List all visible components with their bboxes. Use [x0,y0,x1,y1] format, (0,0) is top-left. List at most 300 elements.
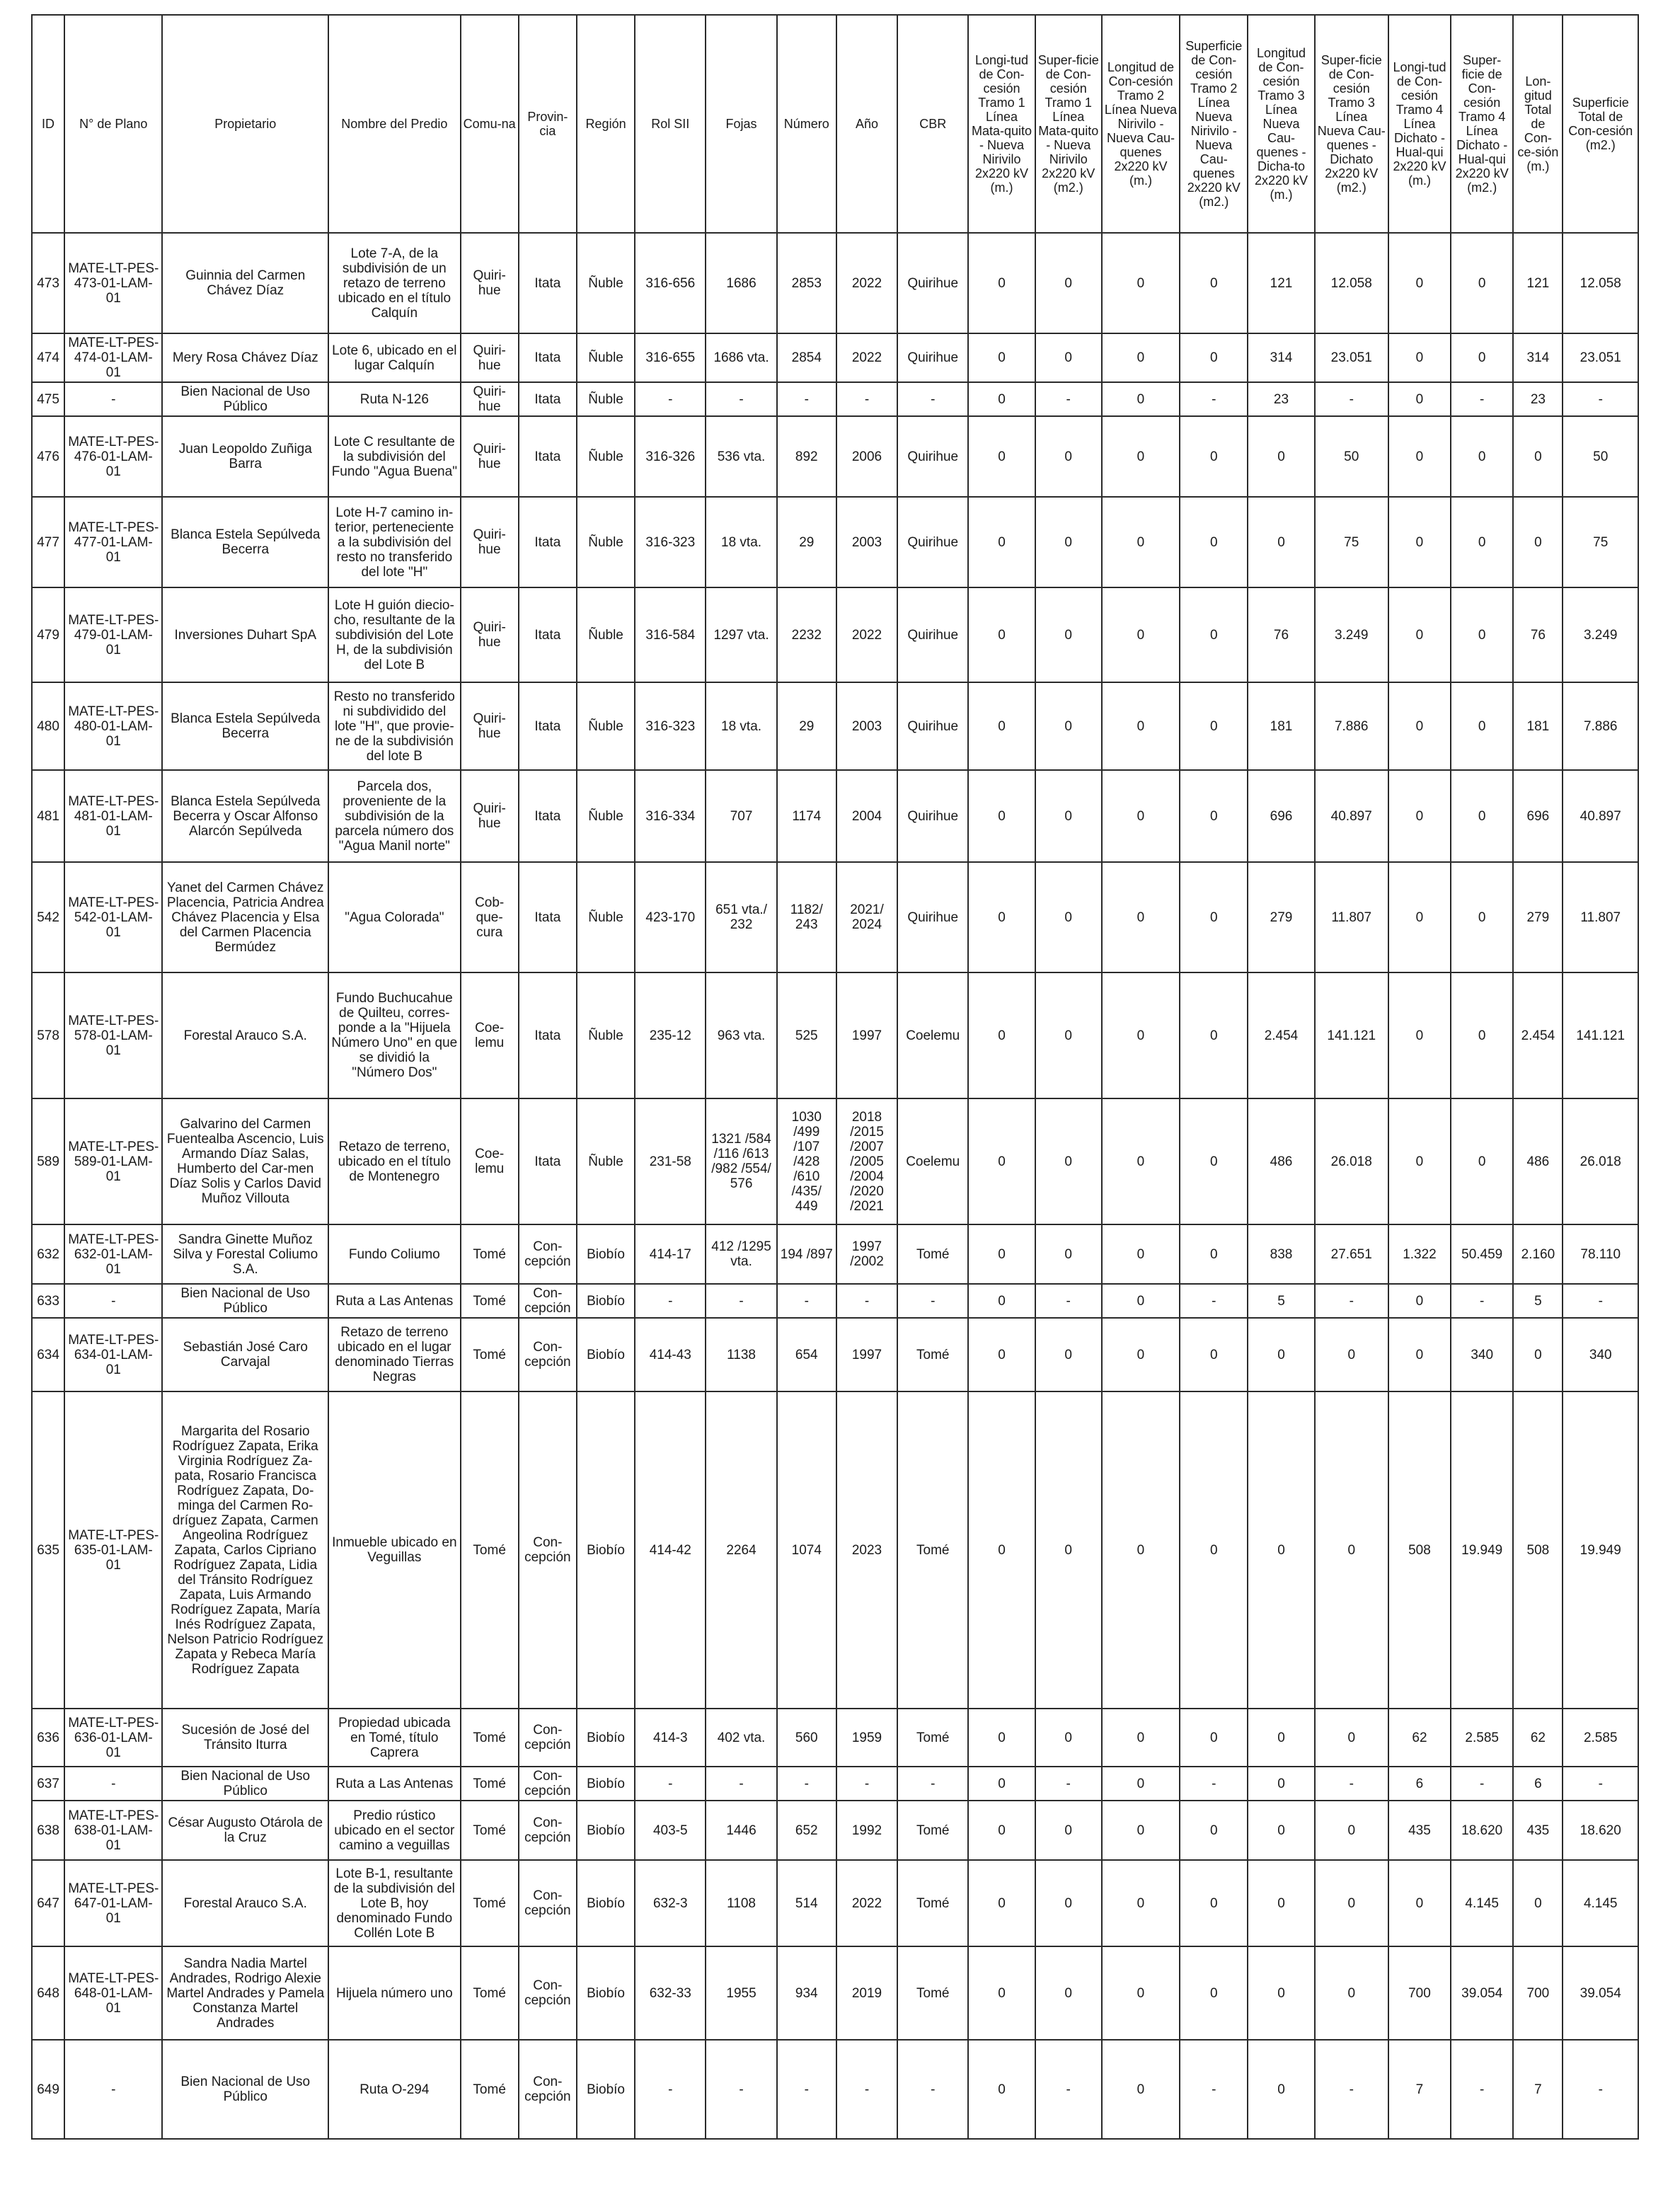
table-row [32,416,1638,497]
cell-comuna: Quiri-hue [461,382,519,416]
cell-sup-tramo-1: 0 [1035,1224,1102,1284]
cell-fojas: 707 [706,770,776,862]
cell-cbr: - [897,1284,968,1318]
cell-comuna: Tomé [461,2040,519,2139]
cell-long-total: 700 [1513,1946,1563,2040]
cell-numero: 654 [777,1318,836,1391]
cell-comuna: Tomé [461,1284,519,1318]
cell-predio: Hijuela número uno [328,1946,460,2040]
cell-long-tramo-3: 23 [1248,382,1314,416]
header-rol-sii: Rol SII [635,15,706,233]
cell-numero: 2853 [777,233,836,333]
cell-sup-tramo-1: 0 [1035,1946,1102,2040]
table-row [32,1767,1638,1801]
cell-sup-tramo-3: 0 [1315,1946,1388,2040]
cell-sup-tramo-2: - [1180,2040,1248,2139]
document-sheet [31,14,1639,2140]
cell-numero: 194 /897 [777,1224,836,1284]
cell-long-tramo-2: 0 [1102,1391,1180,1709]
cell-comuna: Tomé [461,1709,519,1767]
cell-long-tramo-4: 508 [1388,1391,1451,1709]
cell-region: Biobío [577,1284,635,1318]
cell-long-tramo-2: 0 [1102,2040,1180,2139]
cell-long-tramo-2: 0 [1102,1098,1180,1224]
cell-sup-tramo-1: 0 [1035,682,1102,770]
cell-long-total: 279 [1513,862,1563,972]
cell-cbr: - [897,1767,968,1801]
cell-anio: 2018 /2015 /2007 /2005 /2004 /2020 /2021 [836,1098,897,1224]
cell-predio: Resto no transferido ni subdividido del lote "H", que provie-ne de la subdivisión del lote B [328,682,460,770]
cell-region: Ñuble [577,587,635,682]
cell-sup-tramo-3: 26.018 [1315,1098,1388,1224]
cell-long-total: 181 [1513,682,1563,770]
cell-comuna: Quiri-hue [461,682,519,770]
cell-sup-tramo-2: 0 [1180,333,1248,382]
cell-id: 578 [32,972,64,1098]
cell-sup-tramo-2: 0 [1180,862,1248,972]
cell-long-tramo-3: 0 [1248,1391,1314,1709]
cell-region: Ñuble [577,1098,635,1224]
cell-long-tramo-2: 0 [1102,233,1180,333]
cell-predio: Lote 6, ubicado en el lugar Calquín [328,333,460,382]
cell-sup-total: 4.145 [1563,1860,1638,1946]
cell-rol-sii: 316-323 [635,682,706,770]
cell-long-tramo-4: 6 [1388,1767,1451,1801]
cell-rol-sii: - [635,1284,706,1318]
cell-sup-tramo-3: - [1315,1767,1388,1801]
cell-long-total: 0 [1513,1860,1563,1946]
cell-long-total: 5 [1513,1284,1563,1318]
header-long-total: Lon-gitud Total de Con-ce-sión (m.) [1513,15,1563,233]
cell-comuna: Tomé [461,1946,519,2040]
cell-fojas: 1686 vta. [706,333,776,382]
cell-id: 474 [32,333,64,382]
cell-provincia: Con-cepción [519,1284,577,1318]
cell-provincia: Itata [519,682,577,770]
cell-sup-total: 75 [1563,497,1638,587]
cell-comuna: Tomé [461,1767,519,1801]
cell-comuna: Quiri-hue [461,587,519,682]
cell-long-tramo-4: 0 [1388,862,1451,972]
cell-long-tramo-4: 435 [1388,1801,1451,1860]
header-cbr: CBR [897,15,968,233]
cell-long-tramo-4: 0 [1388,1098,1451,1224]
cell-fojas: - [706,2040,776,2139]
cell-predio: Inmueble ubicado en Veguillas [328,1391,460,1709]
cell-sup-tramo-1: 0 [1035,862,1102,972]
cell-sup-tramo-2: - [1180,382,1248,416]
cell-region: Ñuble [577,233,635,333]
cell-propietario: Margarita del Rosario Rodríguez Zapata, Erika Virginia Rodríguez Za-pata, Rosario Francisca Rodríguez Zapata, Do-minga del Carmen Ro-dríguez Zapata, Carmen Angeolina Rodríguez Zapata, Carlos Cipriano Rodríguez Zapata, Lidia del Tránsito Rodríguez Zapata, Luis Armando Rodríguez Zapata, María Inés Rodríguez Zapata, Nelson Patricio Rodríguez Zapata y Rebeca María Rodríguez Zapata [162,1391,328,1709]
cell-sup-tramo-4: 0 [1451,682,1513,770]
cell-numero: 1030 /499 /107 /428 /610 /435/ 449 [777,1098,836,1224]
cell-anio: - [836,2040,897,2139]
cell-sup-tramo-4: 340 [1451,1318,1513,1391]
cell-cbr: - [897,2040,968,2139]
cell-comuna: Tomé [461,1391,519,1709]
cell-cbr: Quirihue [897,770,968,862]
table-row [32,1318,1638,1391]
cell-plano: MATE-LT-PES-480-01-LAM-01 [64,682,162,770]
cell-numero: 1174 [777,770,836,862]
cell-long-tramo-3: 486 [1248,1098,1314,1224]
header-sup-tramo-4: Super-ficie de Con-cesión Tramo 4 Línea Dichato - Hual-qui 2x220 kV (m2.) [1451,15,1513,233]
cell-comuna: Tomé [461,1860,519,1946]
cell-long-tramo-1: 0 [968,1709,1035,1767]
cell-long-total: 0 [1513,497,1563,587]
cell-propietario: César Augusto Otárola de la Cruz [162,1801,328,1860]
table-row [32,1284,1638,1318]
cell-anio: 1992 [836,1801,897,1860]
table-row [32,587,1638,682]
cell-long-tramo-4: 0 [1388,1284,1451,1318]
cell-long-tramo-3: 121 [1248,233,1314,333]
cell-fojas: 18 vta. [706,682,776,770]
cell-cbr: Coelemu [897,972,968,1098]
cell-numero: 1182/ 243 [777,862,836,972]
cell-long-total: 508 [1513,1391,1563,1709]
cell-sup-tramo-2: 0 [1180,1098,1248,1224]
cell-sup-total: 50 [1563,416,1638,497]
cell-plano: MATE-LT-PES-634-01-LAM-01 [64,1318,162,1391]
cell-propietario: Sandra Ginette Muñoz Silva y Forestal Coliumo S.A. [162,1224,328,1284]
cell-sup-tramo-2: 0 [1180,1318,1248,1391]
cell-long-tramo-2: 0 [1102,1284,1180,1318]
cell-comuna: Cob-que-cura [461,862,519,972]
cell-long-tramo-3: 0 [1248,1709,1314,1767]
cell-sup-tramo-2: 0 [1180,1801,1248,1860]
table-row [32,1860,1638,1946]
cell-region: Biobío [577,2040,635,2139]
cell-numero: 29 [777,682,836,770]
cell-plano: MATE-LT-PES-474-01-LAM-01 [64,333,162,382]
cell-long-tramo-3: 314 [1248,333,1314,382]
cell-long-tramo-2: 0 [1102,1860,1180,1946]
cell-plano: MATE-LT-PES-648-01-LAM-01 [64,1946,162,2040]
cell-anio: 2006 [836,416,897,497]
cell-rol-sii: - [635,382,706,416]
cell-provincia: Itata [519,862,577,972]
header-propietario: Propietario [162,15,328,233]
cell-predio: Retazo de terreno, ubicado en el título de Montenegro [328,1098,460,1224]
cell-long-total: 486 [1513,1098,1563,1224]
cell-long-tramo-1: 0 [968,1224,1035,1284]
cell-sup-tramo-1: - [1035,1284,1102,1318]
cell-predio: Lote H guión diecio-cho, resultante de la subdivisión del Lote H, de la subdivisión del Lote B [328,587,460,682]
table-row [32,2040,1638,2139]
cell-id: 638 [32,1801,64,1860]
cell-long-tramo-1: 0 [968,497,1035,587]
cell-propietario: Bien Nacional de Uso Público [162,382,328,416]
header-sup-tramo-2: Superficie de Con-cesión Tramo 2 Línea Nueva Nirivilo - Nueva Cau-quenes 2x220 kV (m2.) [1180,15,1248,233]
cell-sup-tramo-3: 3.249 [1315,587,1388,682]
cell-id: 648 [32,1946,64,2040]
cell-comuna: Coe-lemu [461,972,519,1098]
cell-long-tramo-1: 0 [968,1284,1035,1318]
cell-fojas: - [706,1767,776,1801]
cell-propietario: Blanca Estela Sepúlveda Becerra y Oscar Alfonso Alarcón Sepúlveda [162,770,328,862]
cell-long-tramo-4: 62 [1388,1709,1451,1767]
cell-anio: - [836,1284,897,1318]
cell-sup-tramo-3: - [1315,2040,1388,2139]
cell-provincia: Itata [519,416,577,497]
cell-long-tramo-3: 0 [1248,1318,1314,1391]
cell-provincia: Con-cepción [519,1946,577,2040]
cell-long-tramo-3: 0 [1248,1767,1314,1801]
cell-fojas: 1138 [706,1318,776,1391]
cell-long-tramo-1: 0 [968,333,1035,382]
cell-provincia: Con-cepción [519,1224,577,1284]
cell-numero: 2854 [777,333,836,382]
cell-propietario: Sebastián José Caro Carvajal [162,1318,328,1391]
header-provincia: Provin-cia [519,15,577,233]
cell-predio: Ruta N-126 [328,382,460,416]
cell-sup-tramo-4: 0 [1451,333,1513,382]
table-row [32,1224,1638,1284]
cell-id: 475 [32,382,64,416]
cell-anio: - [836,382,897,416]
cell-provincia: Con-cepción [519,2040,577,2139]
cell-propietario: Sucesión de José del Tránsito Iturra [162,1709,328,1767]
cell-numero: - [777,1767,836,1801]
header-region: Región [577,15,635,233]
cell-long-tramo-4: 700 [1388,1946,1451,2040]
cell-rol-sii: 316-326 [635,416,706,497]
cell-predio: Predio rústico ubicado en el sector camino a veguillas [328,1801,460,1860]
cell-sup-tramo-1: 0 [1035,587,1102,682]
cell-comuna: Quiri-hue [461,233,519,333]
cell-sup-tramo-4: 0 [1451,862,1513,972]
cell-sup-tramo-3: 23.051 [1315,333,1388,382]
cell-region: Biobío [577,1767,635,1801]
header-anio: Año [836,15,897,233]
cell-numero: 2232 [777,587,836,682]
cell-region: Biobío [577,1946,635,2040]
cell-cbr: Quirihue [897,587,968,682]
cell-anio: 2004 [836,770,897,862]
cell-sup-total: 23.051 [1563,333,1638,382]
cell-sup-tramo-2: - [1180,1284,1248,1318]
cell-long-tramo-2: 0 [1102,1709,1180,1767]
header-long-tramo-2: Longitud de Con-cesión Tramo 2 Línea Nueva Nirivilo - Nueva Cau-quenes 2x220 kV (m.) [1102,15,1180,233]
cell-plano: MATE-LT-PES-635-01-LAM-01 [64,1391,162,1709]
cell-cbr: Quirihue [897,333,968,382]
cell-sup-total: 39.054 [1563,1946,1638,2040]
cell-sup-tramo-2: 0 [1180,770,1248,862]
cell-fojas: - [706,1284,776,1318]
cell-predio: Ruta a Las Antenas [328,1284,460,1318]
cell-long-tramo-2: 0 [1102,972,1180,1098]
cell-propietario: Bien Nacional de Uso Público [162,1284,328,1318]
cell-predio: "Agua Colorada" [328,862,460,972]
cell-plano: - [64,382,162,416]
cell-id: 473 [32,233,64,333]
cell-predio: Retazo de terreno ubicado en el lugar denominado Tierras Negras [328,1318,460,1391]
cell-long-total: 121 [1513,233,1563,333]
cell-sup-tramo-4: 0 [1451,497,1513,587]
cell-long-tramo-1: 0 [968,1391,1035,1709]
cell-rol-sii: - [635,1767,706,1801]
table-row [32,233,1638,333]
cell-provincia: Con-cepción [519,1767,577,1801]
table-row [32,770,1638,862]
cell-sup-tramo-3: 12.058 [1315,233,1388,333]
cell-long-tramo-3: 5 [1248,1284,1314,1318]
cell-long-tramo-1: 0 [968,770,1035,862]
cell-long-tramo-3: 0 [1248,2040,1314,2139]
cell-sup-tramo-2: 0 [1180,1709,1248,1767]
cell-plano: MATE-LT-PES-542-01-LAM-01 [64,862,162,972]
cell-id: 632 [32,1224,64,1284]
cell-long-tramo-4: 0 [1388,972,1451,1098]
table-row [32,1391,1638,1709]
cell-long-tramo-2: 0 [1102,382,1180,416]
cell-plano: MATE-LT-PES-636-01-LAM-01 [64,1709,162,1767]
cell-sup-tramo-4: 0 [1451,770,1513,862]
table-row [32,1801,1638,1860]
cell-plano: MATE-LT-PES-481-01-LAM-01 [64,770,162,862]
cell-plano: MATE-LT-PES-632-01-LAM-01 [64,1224,162,1284]
cell-anio: 2021/ 2024 [836,862,897,972]
cell-sup-tramo-4: 0 [1451,587,1513,682]
cell-plano: - [64,1284,162,1318]
cell-sup-tramo-1: - [1035,1767,1102,1801]
cell-propietario: Forestal Arauco S.A. [162,1860,328,1946]
cell-sup-tramo-2: - [1180,1767,1248,1801]
cell-plano: MATE-LT-PES-647-01-LAM-01 [64,1860,162,1946]
cell-sup-total: 26.018 [1563,1098,1638,1224]
cell-comuna: Tomé [461,1224,519,1284]
cell-long-tramo-2: 0 [1102,587,1180,682]
cell-provincia: Itata [519,770,577,862]
cell-anio: 2022 [836,333,897,382]
header-id: ID [32,15,64,233]
cell-id: 649 [32,2040,64,2139]
cell-id: 647 [32,1860,64,1946]
header-predio: Nombre del Predio [328,15,460,233]
cell-anio: 1959 [836,1709,897,1767]
cell-sup-tramo-2: 0 [1180,1946,1248,2040]
cell-sup-tramo-4: 0 [1451,972,1513,1098]
table-row [32,497,1638,587]
cell-sup-total: 3.249 [1563,587,1638,682]
table-row [32,682,1638,770]
cell-sup-tramo-1: - [1035,382,1102,416]
cell-sup-total: 19.949 [1563,1391,1638,1709]
cell-cbr: - [897,382,968,416]
cell-sup-tramo-2: 0 [1180,1860,1248,1946]
cell-long-tramo-4: 0 [1388,333,1451,382]
cell-sup-tramo-2: 0 [1180,1391,1248,1709]
cell-predio: Lote B-1, resultante de la subdivisión del Lote B, hoy denominado Fundo Collén Lote B [328,1860,460,1946]
cell-numero: - [777,1284,836,1318]
cell-numero: 514 [777,1860,836,1946]
cell-id: 480 [32,682,64,770]
cell-provincia: Itata [519,1098,577,1224]
cell-rol-sii: 414-17 [635,1224,706,1284]
cell-rol-sii: 316-323 [635,497,706,587]
cell-sup-tramo-3: 0 [1315,1391,1388,1709]
cell-long-tramo-1: 0 [968,1098,1035,1224]
cell-sup-tramo-1: 0 [1035,1709,1102,1767]
cell-numero: 560 [777,1709,836,1767]
cell-long-tramo-1: 0 [968,1946,1035,2040]
cell-rol-sii: 414-43 [635,1318,706,1391]
cell-long-tramo-3: 0 [1248,416,1314,497]
cell-anio: 2003 [836,682,897,770]
cell-comuna: Tomé [461,1318,519,1391]
cell-predio: Ruta O-294 [328,2040,460,2139]
cell-propietario: Sandra Nadia Martel Andrades, Rodrigo Alexie Martel Andrades y Pamela Constanza Martel Andrades [162,1946,328,2040]
cell-cbr: Tomé [897,1709,968,1767]
cell-plano: MATE-LT-PES-473-01-LAM-01 [64,233,162,333]
header-long-tramo-3: Longitud de Con-cesión Tramo 3 Línea Nueva Cau-quenes - Dicha-to 2x220 kV (m.) [1248,15,1314,233]
cell-numero: 652 [777,1801,836,1860]
cell-provincia: Con-cepción [519,1860,577,1946]
cell-fojas: 412 /1295 vta. [706,1224,776,1284]
cell-long-total: 6 [1513,1767,1563,1801]
cell-long-tramo-1: 0 [968,587,1035,682]
cell-long-total: 2.454 [1513,972,1563,1098]
cell-sup-total: 141.121 [1563,972,1638,1098]
cell-id: 637 [32,1767,64,1801]
cell-comuna: Quiri-hue [461,333,519,382]
cell-predio: Parcela dos, proveniente de la subdivisión de la parcela número dos "Agua Manil norte" [328,770,460,862]
cell-propietario: Bien Nacional de Uso Público [162,1767,328,1801]
cell-long-tramo-4: 0 [1388,416,1451,497]
cell-fojas: 963 vta. [706,972,776,1098]
cell-long-tramo-4: 0 [1388,1318,1451,1391]
cell-long-tramo-2: 0 [1102,1946,1180,2040]
cell-fojas: 651 vta./ 232 [706,862,776,972]
cell-plano: - [64,1767,162,1801]
cell-long-tramo-4: 1.322 [1388,1224,1451,1284]
cell-sup-tramo-2: 0 [1180,972,1248,1098]
cell-plano: MATE-LT-PES-578-01-LAM-01 [64,972,162,1098]
cell-numero: 525 [777,972,836,1098]
cell-long-total: 7 [1513,2040,1563,2139]
cell-sup-tramo-3: 0 [1315,1709,1388,1767]
cell-cbr: Tomé [897,1318,968,1391]
cell-cbr: Quirihue [897,416,968,497]
cell-comuna: Quiri-hue [461,416,519,497]
cell-anio: 2022 [836,1860,897,1946]
cell-cbr: Coelemu [897,1098,968,1224]
cell-long-total: 23 [1513,382,1563,416]
cell-sup-tramo-1: 0 [1035,1391,1102,1709]
header-comuna: Comu-na [461,15,519,233]
cell-long-tramo-1: 0 [968,682,1035,770]
cell-provincia: Itata [519,233,577,333]
cell-provincia: Con-cepción [519,1709,577,1767]
cell-fojas: 18 vta. [706,497,776,587]
cell-sup-tramo-1: 0 [1035,770,1102,862]
cell-numero: 934 [777,1946,836,2040]
cell-sup-tramo-4: 39.054 [1451,1946,1513,2040]
cell-long-tramo-3: 0 [1248,497,1314,587]
cell-sup-total: 11.807 [1563,862,1638,972]
cell-sup-total: - [1563,2040,1638,2139]
cell-sup-total: 12.058 [1563,233,1638,333]
cell-long-tramo-2: 0 [1102,1767,1180,1801]
cell-long-tramo-1: 0 [968,233,1035,333]
cell-long-tramo-2: 0 [1102,1318,1180,1391]
cell-provincia: Con-cepción [519,1391,577,1709]
cell-cbr: Tomé [897,1391,968,1709]
cell-sup-tramo-2: 0 [1180,1224,1248,1284]
cell-long-tramo-1: 0 [968,862,1035,972]
cell-sup-total: 340 [1563,1318,1638,1391]
